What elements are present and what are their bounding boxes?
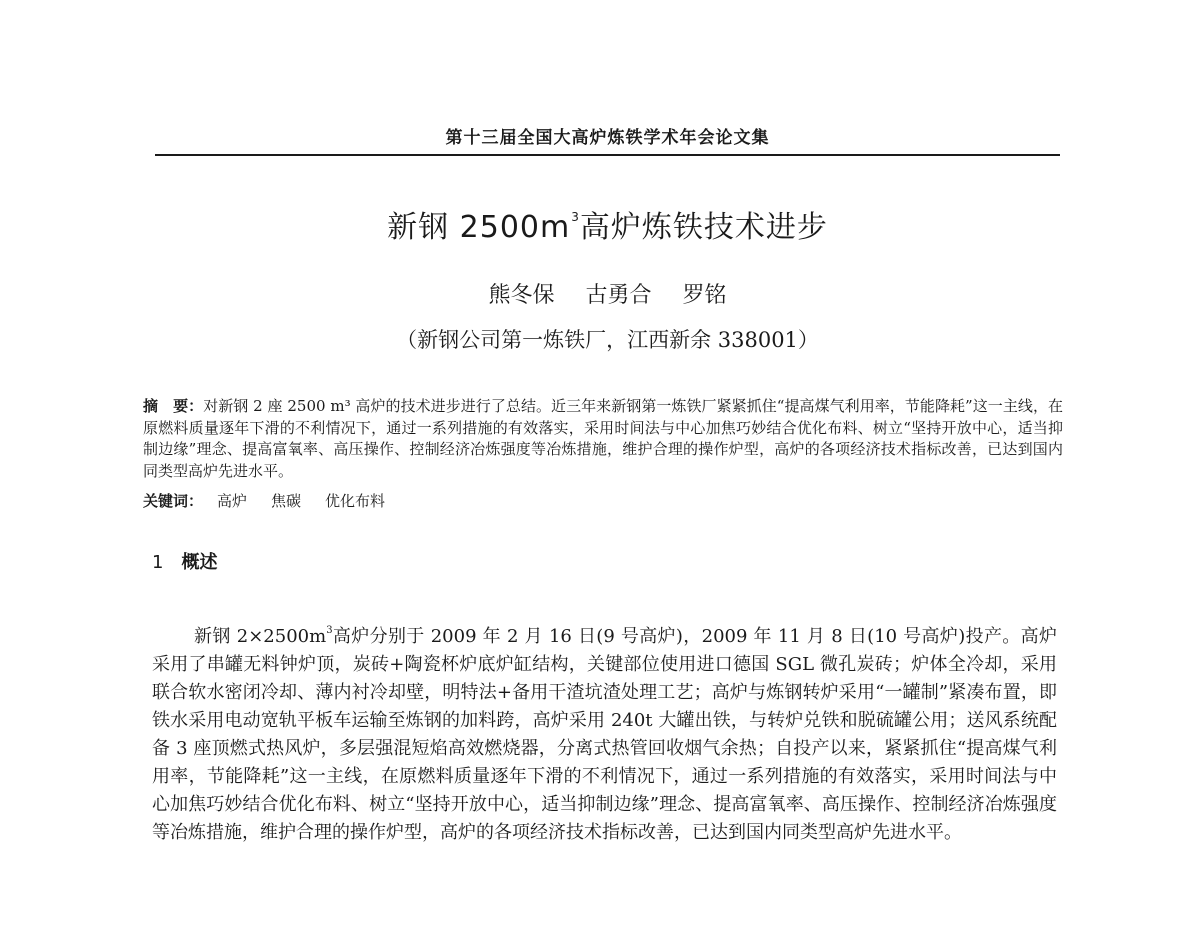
section-title: 概述 xyxy=(181,552,218,573)
keywords-label: 关键词： xyxy=(143,492,204,510)
keyword: 高炉 xyxy=(217,492,248,510)
title-superscript: 3 xyxy=(571,210,580,224)
paragraph-rest: 高炉分别于 2009 年 2 月 16 日(9 号高炉)，2009 年 11 月 8 日(10 号高炉)投产。高炉采用了串罐无料钟炉顶，炭砖+陶瓷杯炉底炉缸结构，关键部位使用进口德国 SGL 微孔炭砖；炉体全冷却，采用联合软水密闭冷却、薄内衬冷却壁，明特法+备用干渣坑渣处理工艺；高炉与炼钢转炉采用“一罐制”紧凑布置，即铁水采用电动宽轨平板车运输至炼钢的加料跨，高炉采用 240t 大罐出铁，与转炉兑铁和脱硫罐公用；送风系统配备 3 座顶燃式热风炉，多层强混短焰高效燃烧器，分离式热管回收烟气余热；自投产以来，紧紧抓住“提高煤气利用率，节能降耗”这一主线，在原燃料质量逐年下滑的不利情况下，通过一系列措施的有效落实，采用时间法与中心加焦巧妙结合优化布料、树立“坚持开放中心，适当抑制边缘”理念、提高富氧率、高压操作、控制经济冶炼强度等冶炼措施，维护合理的操作炉型，高炉的各项经济技术指标改善，已达到国内同类型高炉先进水平。 xyxy=(152,626,1057,843)
keyword: 焦碳 xyxy=(271,492,302,510)
title-main: 新钢 2500m xyxy=(387,210,571,245)
keywords xyxy=(143,490,1063,512)
section-number: 1 xyxy=(152,552,164,573)
abstract-label: 摘 要： xyxy=(143,397,204,415)
abstract xyxy=(143,396,1063,482)
section-heading xyxy=(152,550,217,576)
running-header: 第十三届全国大高炉炼铁学术年会论文集 xyxy=(155,124,1060,156)
author-name: 罗铭 xyxy=(682,283,727,308)
paper-title xyxy=(155,195,1060,250)
paragraph-start: 新钢 2×2500m xyxy=(194,626,327,647)
paragraph-superscript: 3 xyxy=(326,625,333,636)
author-name: 古勇合 xyxy=(585,283,652,308)
author-list xyxy=(155,280,1060,312)
abstract-text: 对新钢 2 座 2500 m³ 高炉的技术进步进行了总结。近三年来新钢第一炼铁厂紧紧抓住“提高煤气利用率，节能降耗”这一主线，在原燃料质量逐年下滑的不利情况下，通过一系列措施的有效落实，采用时间法与中心加焦巧妙结合优化布料、树立“坚持开放中心，适当抑制边缘”理念、提高富氧率、高压操作、控制经济冶炼强度等冶炼措施，维护合理的操作炉型，高炉的各项经济技术指标改善，已达到国内同类型高炉先进水平。 xyxy=(143,397,1063,480)
author-name: 熊冬保 xyxy=(488,283,555,308)
body-paragraph xyxy=(152,617,1057,847)
affiliation: （新钢公司第一炼铁厂，江西新余 338001） xyxy=(396,328,819,352)
title-rest: 高炉炼铁技术进步 xyxy=(579,210,828,245)
keyword: 优化布料 xyxy=(325,492,386,510)
